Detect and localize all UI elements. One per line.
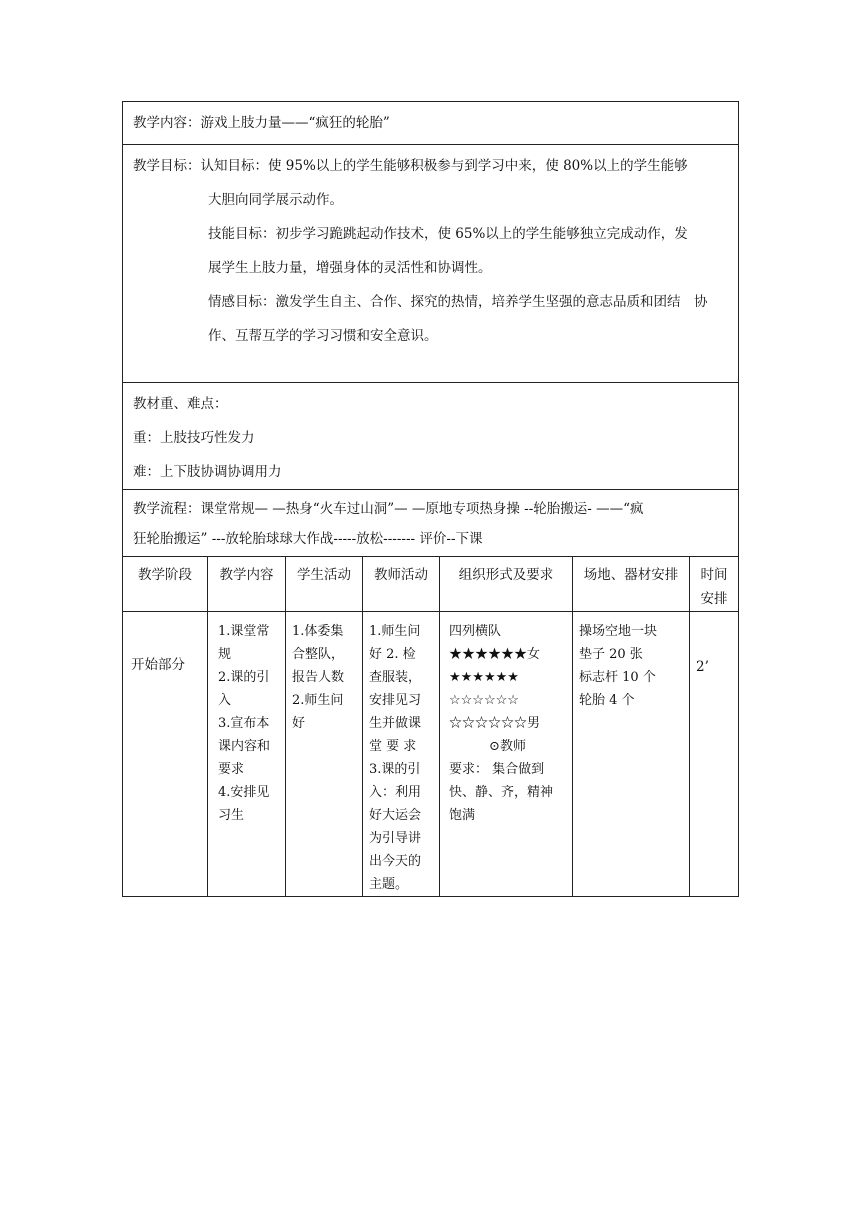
venue-line: 标志杆 10 个 bbox=[579, 670, 656, 685]
content-line: 1.课堂常 bbox=[218, 624, 270, 639]
student-activity-cell bbox=[286, 612, 363, 897]
lesson-plan-table bbox=[122, 101, 739, 897]
content-line: 4.安排见 bbox=[218, 785, 270, 800]
teaching-content-label: 教学内容： bbox=[133, 115, 201, 131]
teacher-line: 好大运会 bbox=[369, 808, 422, 823]
content-line: 课内容和 bbox=[218, 739, 271, 754]
teaching-flow-line1: 教学流程：课堂常规— —热身“火车过山洞”— —原地专项热身操 --轮胎搬运- ——“疯 bbox=[133, 501, 644, 517]
emotion-goal-line1: 情感目标：激发学生自主、合作、探究的热情，培养学生坚强的意志品质和团结 协 bbox=[208, 294, 708, 310]
teacher-activity-cell bbox=[363, 612, 440, 897]
header-organization: 组织形式及要求 bbox=[440, 557, 573, 612]
time-cell bbox=[690, 612, 739, 897]
venue-line: 垫子 20 张 bbox=[579, 647, 643, 662]
organization-cell bbox=[440, 612, 573, 897]
key-point: 重：上肢技巧性发力 bbox=[133, 430, 255, 446]
venue-cell bbox=[573, 612, 690, 897]
teacher-line: 堂 要 求 bbox=[369, 739, 417, 754]
emotion-goal-line2: 作、互帮互学的学习习惯和安全意识。 bbox=[208, 328, 438, 344]
content-line: 3.宣布本 bbox=[218, 716, 270, 731]
teacher-line: 安排见习 bbox=[369, 693, 422, 708]
content-line: 习生 bbox=[218, 808, 245, 823]
teaching-flow-line2: 狂轮胎搬运” ---放轮胎球球大作战-----放松------- 评价--下课 bbox=[133, 531, 483, 547]
table-row bbox=[123, 612, 739, 897]
content-line: 入 bbox=[218, 693, 232, 708]
student-line: 报告人数 bbox=[292, 670, 345, 685]
teacher-line: 主题。 bbox=[369, 877, 409, 892]
difficult-point: 难：上下肢协调协调用力 bbox=[133, 464, 282, 480]
table-header-row bbox=[123, 557, 739, 612]
formation-boys-row2: ☆☆☆☆☆☆男 bbox=[449, 716, 541, 731]
key-points-title: 教材重、难点： bbox=[133, 396, 228, 412]
stage-cell: 开始部分 bbox=[131, 657, 185, 673]
header-student-activity: 学生活动 bbox=[286, 557, 363, 612]
skill-goal-line2: 展学生上肢力量，增强身体的灵活性和协调性。 bbox=[208, 260, 492, 276]
teacher-line: 生并做课 bbox=[369, 716, 422, 731]
venue-line: 轮胎 4 个 bbox=[579, 693, 635, 708]
formation-girls-row2: ★★★★★★ bbox=[449, 670, 519, 685]
formation-girls-row1: ★★★★★★女 bbox=[449, 647, 541, 662]
teacher-line: 出今天的 bbox=[369, 854, 422, 869]
lesson-plan-document bbox=[122, 101, 738, 897]
teaching-goals-row bbox=[123, 145, 739, 383]
org-requirement: 快、静、齐，精神 bbox=[449, 785, 554, 800]
teacher-line: 为引导讲 bbox=[369, 831, 422, 846]
teacher-line: 好 2. 检 bbox=[369, 647, 416, 662]
header-venue: 场地、器材安排 bbox=[573, 557, 690, 612]
org-requirement: 饱满 bbox=[449, 808, 476, 823]
teacher-line: 查服装， bbox=[369, 670, 422, 685]
content-line: 2.课的引 bbox=[218, 670, 270, 685]
org-line: 四列横队 bbox=[449, 624, 502, 639]
header-content: 教学内容 bbox=[208, 557, 286, 612]
teacher-line: 入：利用 bbox=[369, 785, 422, 800]
time-value: 2’ bbox=[696, 659, 709, 675]
teaching-content-text: 游戏上肢力量——“疯狂的轮胎” bbox=[200, 115, 390, 131]
content-line: 要求 bbox=[218, 762, 245, 777]
cognitive-goal-line2: 大胆向同学展示动作。 bbox=[208, 192, 343, 208]
cognitive-goal-line1: 认知目标：使 95%以上的学生能够积极参与到学习中来，使 80%以上的学生能够 bbox=[200, 158, 688, 174]
content-line: 规 bbox=[218, 647, 232, 662]
header-time bbox=[690, 557, 739, 612]
header-time-line1: 时间 bbox=[700, 567, 728, 583]
student-line: 1.体委集 bbox=[292, 624, 344, 639]
content-cell bbox=[208, 612, 286, 897]
teaching-flow-row bbox=[123, 490, 739, 557]
student-line: 好 bbox=[292, 716, 306, 731]
header-stage: 教学阶段 bbox=[123, 557, 208, 612]
student-line: 合整队， bbox=[292, 647, 345, 662]
teacher-line: 3.课的引 bbox=[369, 762, 421, 777]
venue-line: 操场空地一块 bbox=[579, 624, 658, 639]
teacher-line: 1.师生问 bbox=[369, 624, 421, 639]
goals-label: 教学目标： bbox=[133, 158, 201, 174]
teacher-position: ⊙教师 bbox=[489, 739, 526, 754]
teaching-content-row bbox=[123, 102, 739, 145]
student-line: 2.师生问 bbox=[292, 693, 344, 708]
skill-goal-line1: 技能目标：初步学习跪跳起动作技术，使 65%以上的学生能够独立完成动作，发 bbox=[208, 226, 688, 242]
formation-boys-row1: ☆☆☆☆☆☆ bbox=[449, 693, 519, 708]
header-teacher-activity: 教师活动 bbox=[363, 557, 440, 612]
header-time-line2: 安排 bbox=[700, 591, 728, 607]
org-requirement: 要求： 集合做到 bbox=[449, 762, 545, 777]
key-points-row bbox=[123, 383, 739, 490]
